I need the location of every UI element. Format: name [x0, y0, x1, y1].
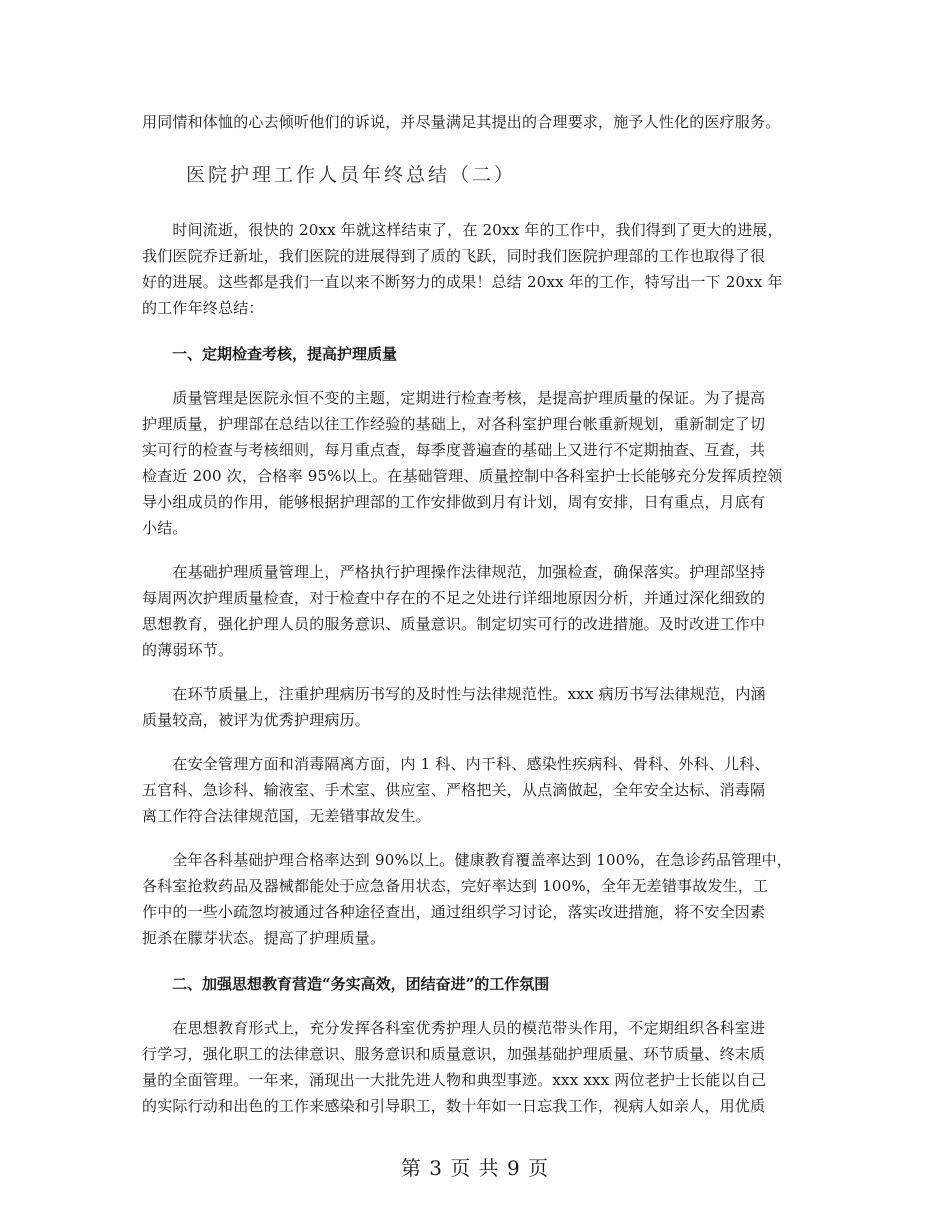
- body-line: 护理质量，护理部在总结以往工作经验的基础上，对各科室护理台帐重新规划，重新制定了切: [142, 415, 766, 433]
- body-line: 质量管理是医院永恒不变的主题，定期进行检查考核，是提高护理质量的保证。为了提高: [142, 389, 766, 407]
- body-line: 在安全管理方面和消毒隔离方面，内 1 科、内干科、感染性疾病科、骨科、外科、儿科、: [142, 755, 770, 773]
- body-line: 在基础护理质量管理上，严格执行护理操作法律规范，加强检查，确保落实。护理部坚持: [142, 563, 766, 581]
- body-line: 在思想教育形式上，充分发挥各科室优秀护理人员的模范带头作用，不定期组织各科室进: [142, 1019, 766, 1037]
- body-line: 量的全面管理。一年来，涌现出一大批先进人物和典型事迹。xxx xxx 两位老护士长能以自己: [142, 1071, 767, 1089]
- body-line: 各科室抢救药品及器械都能处于应急备用状态，完好率达到 100%，全年无差错事故发生，工: [142, 877, 769, 895]
- body-line: 思想教育，强化护理人员的服务意识、质量意识。制定切实可行的改进措施。及时改进工作中: [142, 615, 766, 633]
- body-line: 小结。: [142, 519, 188, 537]
- body-line: 时间流逝，很快的 20xx 年就这样结束了，在 20xx 年的工作中，我们得到了更大的进展，: [142, 221, 783, 239]
- body-line: 离工作符合法律规范国，无差错事故发生。: [142, 807, 431, 825]
- body-line: 我们医院乔迁新址，我们医院的进展得到了质的飞跃，同时我们医院护理部的工作也取得了很: [142, 247, 766, 265]
- continuation-line: 用同情和体恤的心去倾听他们的诉说，并尽量满足其提出的合理要求，施予人性化的医疗服务。: [142, 113, 781, 131]
- section-title: 医院护理工作人员年终总结（二）: [186, 164, 517, 186]
- body-line: 扼杀在朦芽状态。提高了护理质量。: [142, 929, 386, 947]
- body-line: 实可行的检查与考核细则，每月重点查，每季度普遍查的基础上又进行不定期抽查、互查，共: [142, 441, 766, 459]
- section-heading: 二、加强思想教育营造“务实高效，团结奋进”的工作氛围: [172, 975, 550, 993]
- body-line: 作中的一些小疏忽均被通过各种途径查出，通过组织学习讨论，落实改进措施，将不安全因素: [142, 903, 766, 921]
- body-line: 在环节质量上，注重护理病历书写的及时性与法律规范性。xxx 病历书写法律规范，内涵: [142, 685, 766, 703]
- body-line: 的薄弱环节。: [142, 641, 234, 659]
- page-footer: 第 3 页 共 9 页: [400, 1156, 550, 1180]
- body-line: 五官科、急诊科、输液室、手术室、供应室、严格把关，从点滴做起，全年安全达标、消毒隔: [142, 781, 766, 799]
- body-line: 导小组成员的作用，能够根据护理部的工作安排做到月有计划，周有安排，日有重点，月底有: [142, 493, 766, 511]
- body-line: 行学习，强化职工的法律意识、服务意识和质量意识，加强基础护理质量、环节质量、终末质: [142, 1045, 766, 1063]
- body-line: 全年各科基础护理合格率达到 90%以上。健康教育覆盖率达到 100%，在急诊药品管理中，: [142, 851, 792, 869]
- body-line: 质量较高，被评为优秀护理病历。: [142, 711, 371, 729]
- body-line: 每周两次护理质量检查，对于检查中存在的不足之处进行详细地原因分析，并通过深化细致的: [142, 589, 766, 607]
- body-line: 好的进展。这些都是我们一直以来不断努力的成果！总结 20xx 年的工作，特写出一下 20xx 年: [142, 273, 783, 291]
- section-heading: 一、定期检查考核，提高护理质量: [172, 345, 398, 363]
- body-line: 的实际行动和出色的工作来感染和引导职工，数十年如一日忘我工作，视病人如亲人，用优质: [142, 1097, 766, 1115]
- body-line: 的工作年终总结：: [142, 299, 264, 317]
- body-line: 检查近 200 次，合格率 95%以上。在基础管理、质量控制中各科室护士长能够充分发挥质控领: [142, 467, 783, 485]
